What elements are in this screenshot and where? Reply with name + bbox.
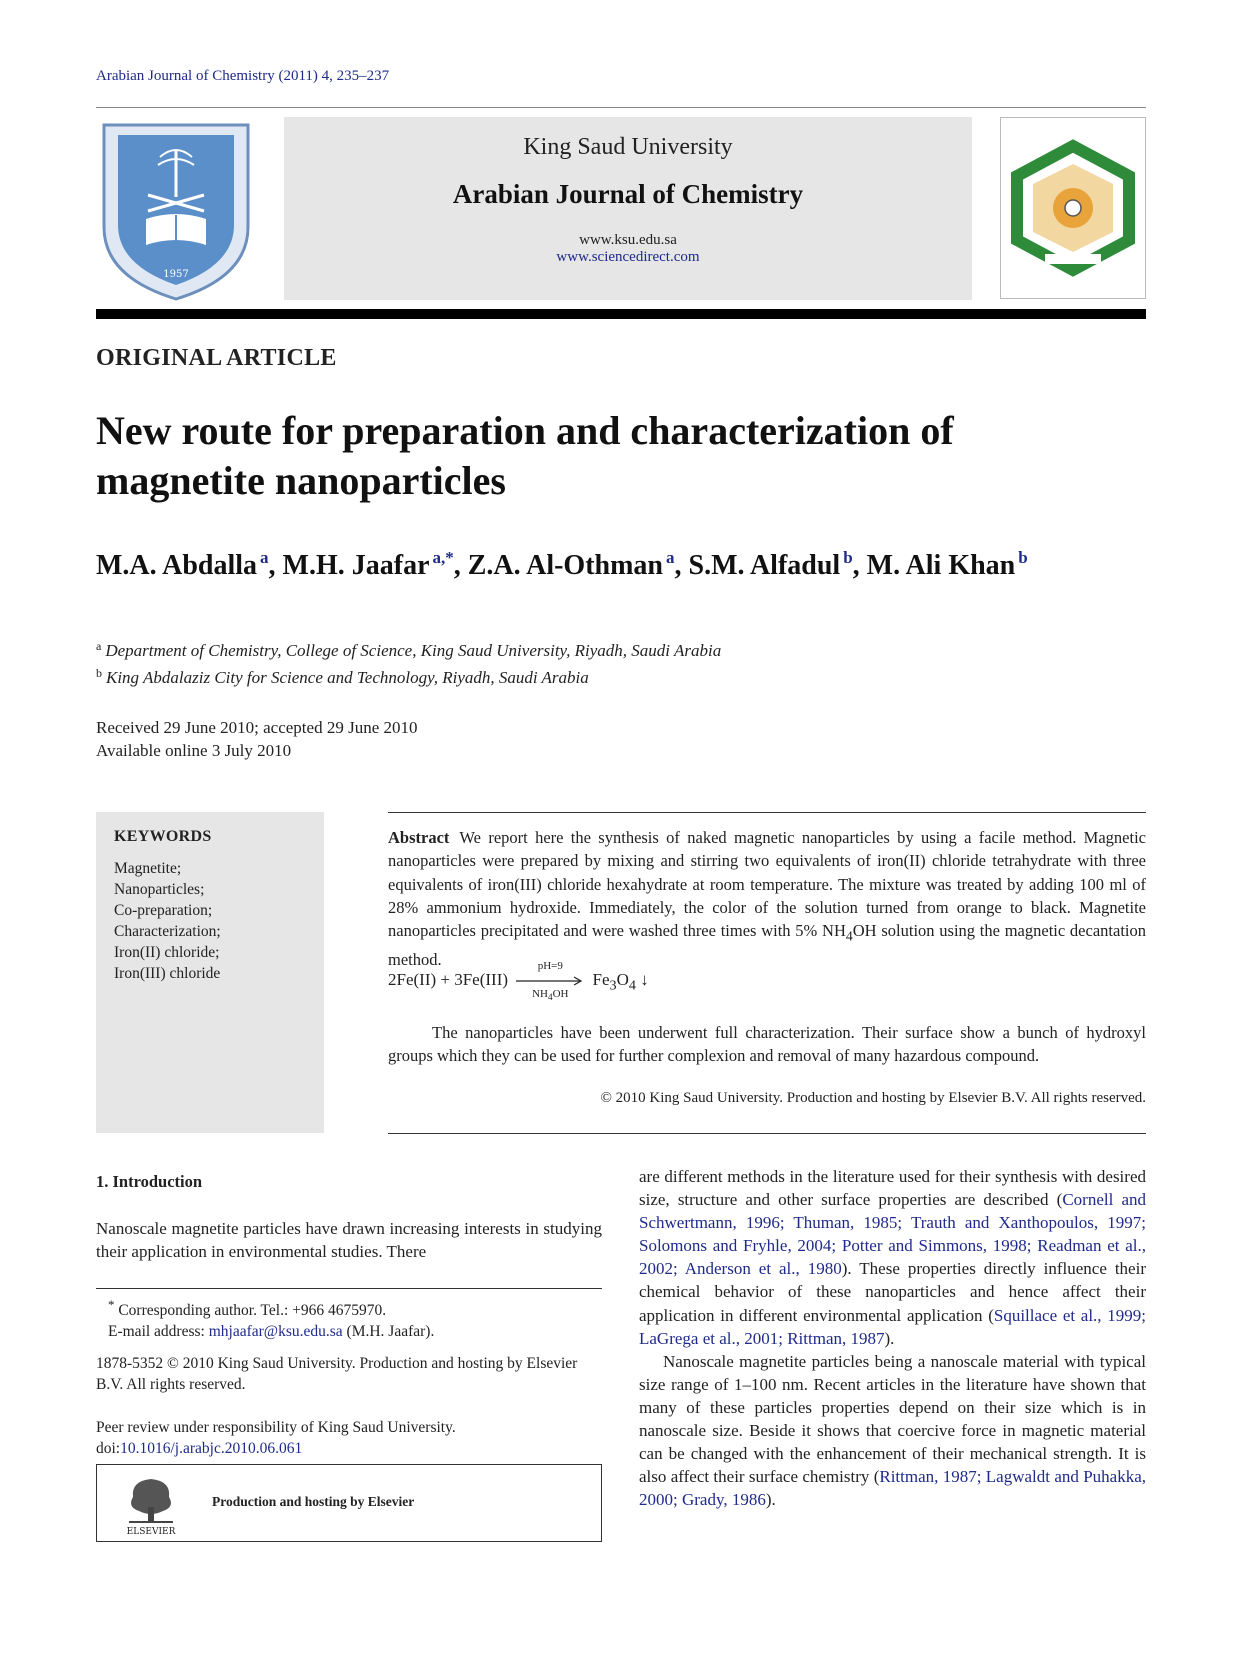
affiliations <box>96 635 721 689</box>
article-history <box>96 716 418 762</box>
university-name: King Saud University <box>523 134 733 160</box>
keyword-item: Co-preparation; <box>114 902 213 919</box>
article-title: New route for preparation and characterization of magnetite nanoparticles <box>96 408 954 503</box>
journal-name: Arabian Journal of Chemistry <box>452 179 804 209</box>
introduction-text-left: Nanoscale magnetite particles have drawn increasing interests in studying their application in environmental studies. There <box>96 1219 602 1261</box>
keywords-heading: KEYWORDS <box>114 828 212 845</box>
doi-link[interactable]: 10.1016/j.arabjc.2010.06.061 <box>120 1440 303 1457</box>
affiliation-item: $^b$ King Abdalaziz City for Science and Technology, Riyadh, Saudi Arabia <box>96 666 589 687</box>
author-name: M.A. Abdalla <box>96 550 258 581</box>
keyword-item: Nanoparticles; <box>114 881 205 898</box>
author-name: S.M. Alfadul <box>688 550 841 581</box>
abstract-rule-bottom <box>388 1133 1146 1134</box>
author-list: M.A. Abdalla $^a$, M.H. Jaafar $^{a,*}$, Z.A. Al-Othman $^a$, S.M. Alfadul $^b$, M. Ali Khan $^b$ <box>96 548 1028 581</box>
ksu-url-link[interactable]: www.ksu.edu.sa <box>579 232 677 248</box>
corresponding-author-footnote: * Corresponding author. Tel.: +966 4675970. E-mail address: mhjaafar@ksu.edu.sa (M.H. Jaafar). <box>108 1297 435 1341</box>
elsevier-hosting-box <box>96 1464 602 1542</box>
ksu-logo <box>96 117 256 303</box>
elsevier-hosting-text: Production and hosting by Elsevier <box>212 1494 415 1509</box>
email-link[interactable]: mhjaafar@ksu.edu.sa <box>208 1323 343 1341</box>
received-date: Received 29 June 2010; accepted 29 June 2010 <box>96 718 418 737</box>
author-name: M.H. Jaafar <box>282 550 430 581</box>
affiliation-link[interactable]: a,* <box>432 548 454 567</box>
keywords-box <box>96 812 324 1133</box>
keyword-item: Iron(III) chloride <box>114 965 221 982</box>
sciencedirect-url-link[interactable]: www.sciencedirect.com <box>556 249 700 265</box>
journal-banner <box>284 117 972 300</box>
abstract-rule-top <box>388 812 1146 813</box>
abstract-paragraph-2: The nanoparticles have been underwent full characterization. Their surface show a bunch of hydroxyl groups which they can be used for further complexion and removal of many hazardous compound. <box>388 1023 1146 1066</box>
author-name: M. Ali Khan <box>866 550 1016 581</box>
header-thick-rule <box>96 309 1146 319</box>
affiliation-item: $^a$ Department of Chemistry, College of Science, King Saud University, Riyadh, Saudi Arabia <box>96 639 722 660</box>
peer-review-note: Peer review under responsibility of King Saud University. doi:10.1016/j.arabjc.2010.06.061 <box>96 1419 456 1457</box>
affiliation-link[interactable]: b <box>843 548 853 567</box>
affiliation-link[interactable]: a <box>666 548 675 567</box>
citation-links[interactable]: Cornell and Schwertmann, 1996; Thuman, 1985; Trauth and Xanthopoulos, 1997; Solomons and Fryhle, 2004; Potter and Simmons, 1998; Readman et al., 2002; Anderson et al., 1980 <box>639 1190 1146 1279</box>
available-date: Available online 3 July 2010 <box>96 741 292 760</box>
reaction-equation: 2Fe(II) + 3Fe(III) pH=9 $NH_4OH$ $Fe_3O_4$ ↓ <box>388 960 649 1003</box>
keyword-item: Characterization; <box>114 923 221 940</box>
citation-links[interactable]: Squillace et al., 1999; LaGrega et al., 2001; Rittman, 1987 <box>639 1305 1146 1348</box>
elsevier-logo <box>121 1473 181 1537</box>
keyword-item: Magnetite; <box>114 860 182 877</box>
author-name: Z.A. Al-Othman <box>467 550 663 581</box>
affiliation-link[interactable]: b <box>1018 548 1028 567</box>
affiliation-link[interactable]: a <box>260 548 269 567</box>
footnote-rule <box>96 1288 602 1289</box>
issn-copyright: 1878-5352 © 2010 King Saud University. Production and hosting by Elsevier B.V. All rights reserved. <box>96 1355 578 1393</box>
svg-text:1957: 1957 <box>163 269 189 280</box>
introduction-heading: 1. Introduction <box>96 1172 203 1191</box>
abstract-paragraph: Abstract We report here the synthesis of naked magnetic nanoparticles by using a facile method. Magnetic nanoparticles were prepared by mixing and stirring two equivalents of iron(II) chloride tetrahydrate with three equivalents of iron(III) chloride hexahydrate at room temperature. The mixture was treated by adding 100 ml of 28% ammonium hydroxide. Immediately, the color of the solution turned from orange to black. Magnetite nanoparticles precipitated and were washed three times with 5% $NH_4OH$ solution using the magnetic decantation method. <box>388 828 1146 969</box>
saudi-chemical-society-logo <box>1000 117 1146 299</box>
citation-line[interactable]: Arabian Journal of Chemistry (2011) 4, 235–237 <box>96 68 390 84</box>
reaction-arrow: pH=9 $NH_4OH$ <box>516 970 584 992</box>
introduction-text-right: are different methods in the literature used for their synthesis with desired size, structure and other surface properties are described (Cornell and Schwertmann, 1996; Thuman, 1985; Trauth and Xanthopoulos, 1997; Solomons and Fryhle, 2004; Potter and Simmons, 1998; Readman et al., 2002; Anderson et al., 1980). These properties directly influence their chemical behavior of these nanoparticles and hence affect their application in different environmental application (Squillace et al., 1999; LaGrega et al., 2001; Rittman, 1987). Nanoscale magnetite particles being a nanoscale material with typical size range of 1–100 nm. Recent articles in the literature have shown that many of these particles properties depend on their size which is in nanoscale size. Beside it shows that coercive force in magnetic material can be changed with the enhancement of their mechanical strength. It is also affect their surface chemistry (Rittman, 1987; Lagwaldt and Puhakka, 2000; Grady, 1986). <box>639 1167 1147 1510</box>
section-label: ORIGINAL ARTICLE <box>96 345 337 371</box>
copyright-line: © 2010 King Saud University. Production and hosting by Elsevier B.V. All rights reserved. <box>600 1090 1146 1106</box>
svg-text:ELSEVIER: ELSEVIER <box>126 1527 176 1537</box>
keyword-item: Iron(II) chloride; <box>114 944 220 961</box>
abstract-heading: Abstract <box>388 828 450 847</box>
header-rule <box>96 107 1146 108</box>
citation-links[interactable]: Rittman, 1987; Lagwaldt and Puhakka, 2000; Grady, 1986 <box>639 1467 1147 1510</box>
